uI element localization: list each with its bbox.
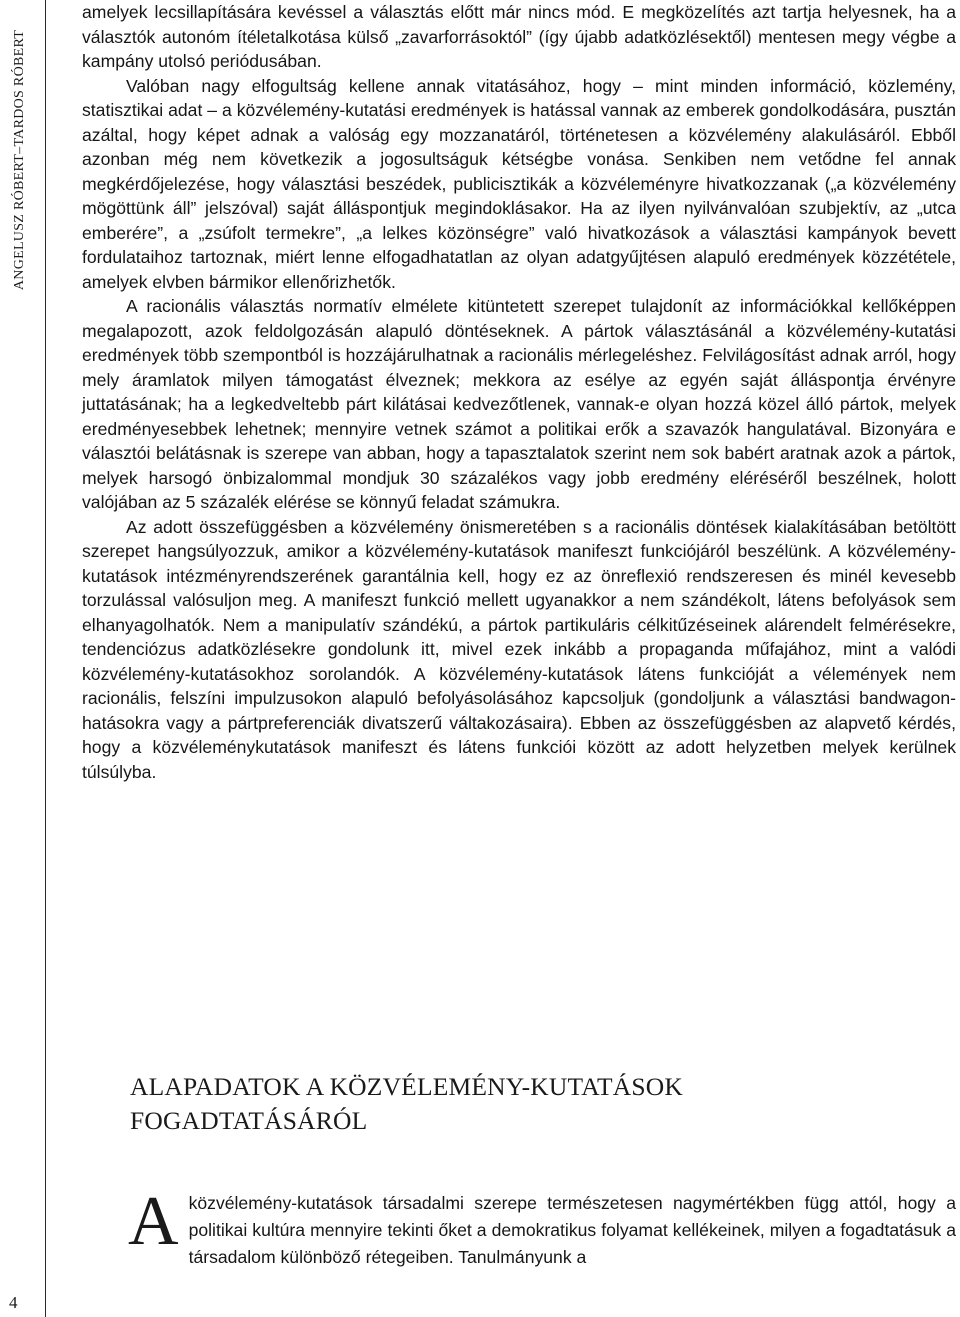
page-number: 4 — [9, 1293, 18, 1312]
running-head: ANGELUSZ RÓBERT–TARDOS RÓBERT — [12, 29, 27, 291]
vertical-rule — [45, 0, 46, 1317]
opening-paragraph-text: közvélemény-kutatások társadalmi szerepe természetesen nagymértékben függ attól, hogy a politikai kultúra mennyire tekinti őket a demokratikus folyamat kellékeinek, milyen a fogadtatásuk a társadalom különböző rétegeiben. Tanulmányunk a — [188, 1193, 956, 1267]
body-text — [82, 0, 956, 784]
section-title — [130, 1070, 890, 1138]
paragraph: Az adott összefüggésben a közvélemény önismeretében s a racionális döntések kialakításában betöltött szerepet hangsúlyozzuk, amikor a közvélemény-kutatások manifeszt funkciójáról beszélünk. A közvélemény-kutatások intézményrendszerének garantálnia kell, hogy ez az önreflexió rendszeresen és minél kevesebb torzulással valósuljon meg. A manifeszt funkció mellett ugyanakkor a nem szándékolt, látens befolyások sem elhanyagolhatók. Nem a manipulatív szándékú, a pártok partikuláris célkitűzéseinek alárendelt felmérésekre, tendenciózus adatközlésekre gondolunk itt, mivel ezek inkább a propaganda műfajához, mint a valódi közvélemény-kutatásokhoz sorolandók. A közvélemény-kutatások látens funkcióját a vélemények nem racionális, felszíni impulzusokon alapuló befolyásolásához kapcsoljuk (gondoljunk a választási bandwagon-hatásokra vagy a pártpreferenciák divatszerű váltakozásaira). Ebben az összefüggésben az alapvető kérdés, hogy a közvéleménykutatások manifeszt és látens funkciói között az adott helyzetben melyek kerülnek túlsúlyba. — [82, 516, 956, 782]
drop-cap: A — [128, 1183, 179, 1260]
paragraph-continued: amelyek lecsillapítására kevéssel a választás előtt már nincs mód. E megközelítés azt tartja helyesnek, ha a választók autonóm ítéletalkotása külső „zavarforrásoktól” (így újabb adatközlésektől) mentesen megy végbe a kampány utolsó periódusában. — [82, 2, 956, 71]
section-title-line: ALAPADATOK A KÖZVÉLEMÉNY-KUTATÁSOK — [130, 1072, 684, 1101]
paragraph: Valóban nagy elfogultság kellene annak vitatásához, hogy – mint minden információ, közlemény, statisztikai adat – a közvélemény-kutatási eredmények is hatással vannak az emberek gondolkodására, pusztán azáltal, hogy képet adnak a valóság egy mozzanatáról, történetesen a közvélemény alakulásáról. Ebből azonban még nem következik a jogosultságuk kétségbe vonása. Senkiben nem vetődne fel annak megkérdőjelezése, hogy választási beszédek, publicisztikák a közvéleményre hivatkozzanak („a közvélemény mögöttünk áll” jelszóval) saját álláspontjuk megindoklásakor. Ha az ilyen nyilvánvalóan szubjektív, az „utca emberére”, a „zsúfolt termekre”, „a lelkes közönségre” való hivatkozások a választási kampányok bevett fordulataihoz tartoznak, miért lenne elfogadhatatlan az olyan adatgyűjtésen alapuló eredmények közzététele, amelyek elvben bármikor ellenőrizhetők. — [82, 75, 956, 292]
paragraph: A racionális választás normatív elmélete kitüntetett szerepet tulajdonít az információkkal kellőképpen megalapozott, azok feldolgozásán alapuló döntéseknek. A pártok választásánál a közvélemény-kutatási eredmények több szempontból is hozzájárulhatnak a racionális mérlegeléshez. Felvilágosítást adnak arról, hogy mely áramlatok milyen támogatást élveznek; mekkora az esélye az egyén saját álláspontja érvényre juttatásának; ha a legkedveltebb párt kilátásai kedvezőtlenek, vannak-e olyan hozzá közel álló pártok, melyek eredményesebbek lehetnek; mennyire vetnek számot a politikai erők a szavazók hangulatával. Bizonyára e választói belátásnak is szerepe van abban, hogy a tapasztalatok szerint nem sok babért aratnak azok a pártok, melyek harsogó önbizalommal mondjuk 30 százalékos vagy jobb eredmény eléréséről beszélnek, holott valójában az 5 százalék elérése se könnyű feladat számukra. — [82, 296, 956, 512]
section-opening-paragraph — [82, 1183, 956, 1271]
side-header — [0, 0, 40, 1317]
section-title-line: FOGADTATÁSÁRÓL — [130, 1106, 368, 1135]
